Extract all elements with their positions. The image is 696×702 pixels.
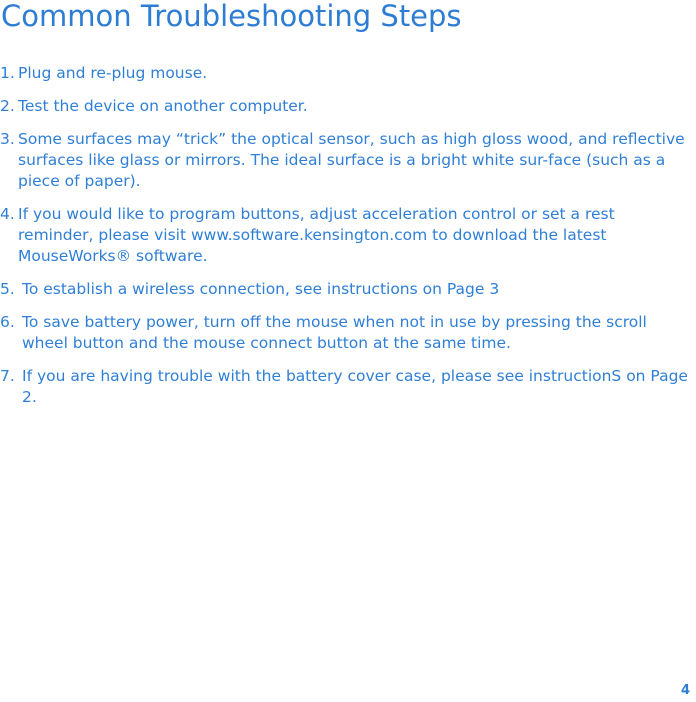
step-item-7 bbox=[0, 366, 690, 408]
step-text: To save battery power, turn off the mouse when not in use by pressing the scroll wheel button and the mouse connect button at the same time. bbox=[22, 313, 647, 352]
step-number: 2. bbox=[0, 97, 15, 115]
step-text: Test the device on another computer. bbox=[18, 97, 308, 115]
step-item-1 bbox=[0, 63, 690, 84]
troubleshooting-steps-list bbox=[0, 63, 690, 420]
step-text: If you are having trouble with the battery cover case, please see instructionS on Page 2. bbox=[22, 367, 688, 406]
step-text: Some surfaces may “trick” the optical sensor, such as high gloss wood, and reflective surfaces like glass or mirrors. The ideal surface is a bright white sur-face (such as a piece of paper). bbox=[18, 130, 685, 190]
step-text: If you would like to program buttons, adjust acceleration control or set a rest reminder, please visit www.software.kensington.com to download the latest MouseWorks® software. bbox=[18, 205, 615, 265]
step-number: 1. bbox=[0, 64, 15, 82]
page-number: 4 bbox=[680, 683, 690, 698]
step-number: 6. bbox=[0, 313, 15, 331]
step-item-6 bbox=[0, 312, 690, 354]
step-number: 4. bbox=[0, 205, 15, 223]
step-item-3 bbox=[0, 129, 690, 192]
step-number: 5. bbox=[0, 280, 15, 298]
step-text: To establish a wireless connection, see instructions on Page 3 bbox=[22, 280, 500, 298]
step-number: 7. bbox=[0, 367, 15, 385]
step-text: Plug and re-plug mouse. bbox=[18, 64, 208, 82]
page-title: Common Troubleshooting Steps bbox=[1, 0, 462, 33]
step-number: 3. bbox=[0, 130, 15, 148]
step-item-5 bbox=[0, 279, 690, 300]
step-item-2 bbox=[0, 96, 690, 117]
step-item-4 bbox=[0, 204, 690, 267]
